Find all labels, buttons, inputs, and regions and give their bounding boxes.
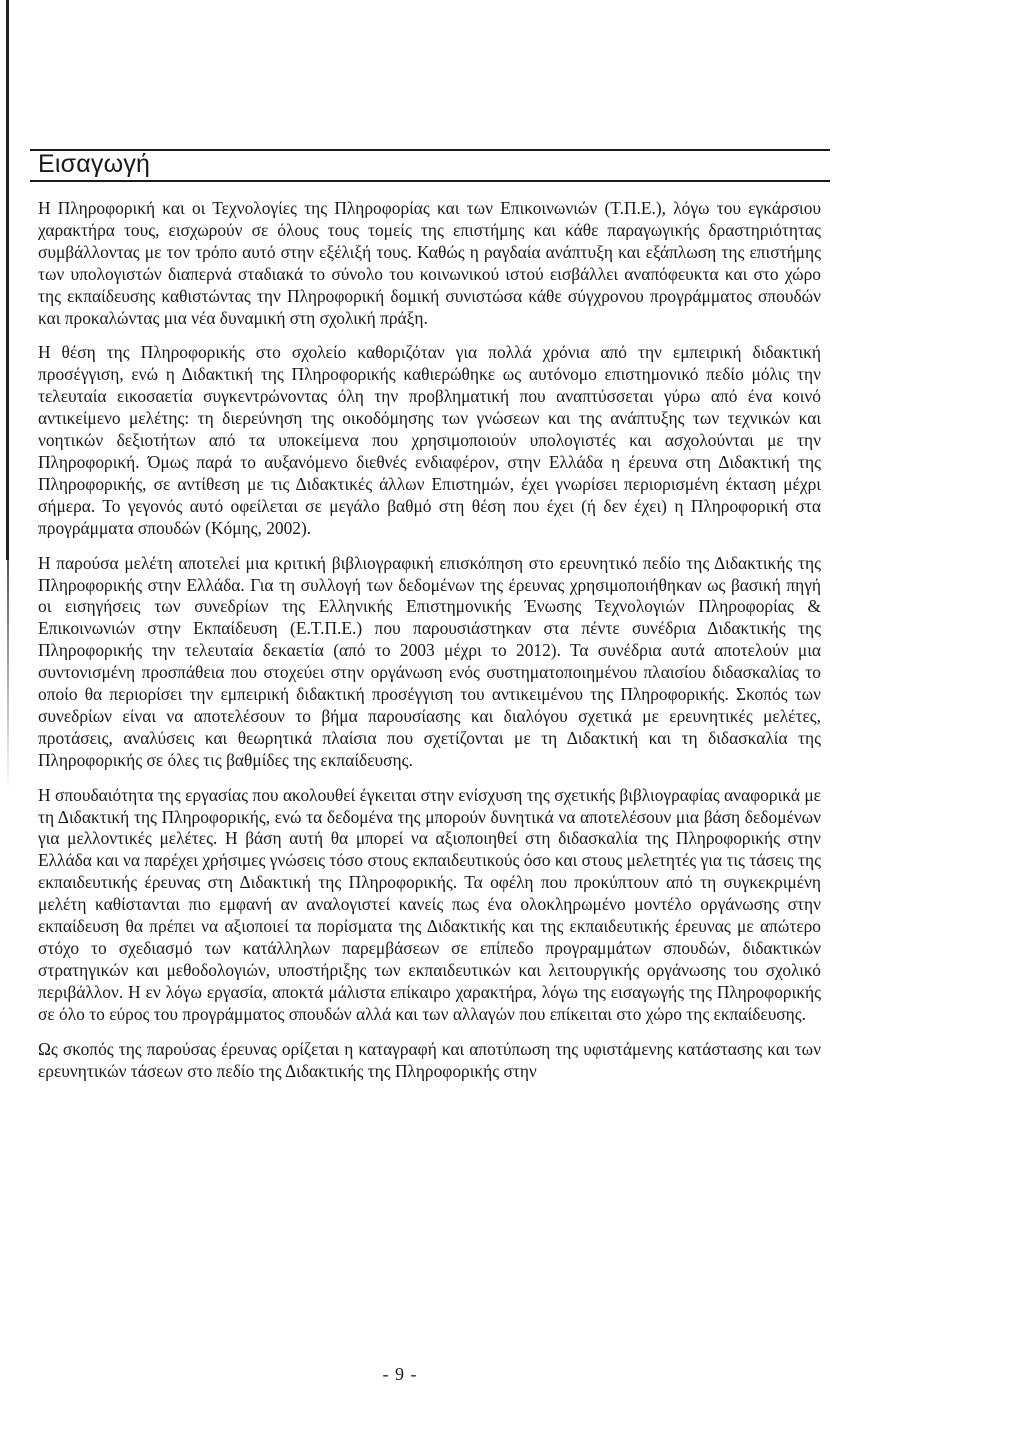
paragraph-1: Η Πληροφορική και οι Τεχνολογίες της Πληροφορίας και των Επικοινωνιών (Τ.Π.Ε.), λόγω του εγκάρσιου χαρακτήρα τους, εισχωρούν σε όλους τους τομείς της επιστήμης και κάθε παραγωγικής δραστηριότητας συμβάλλοντας με τον τρόπο αυτό στην εξέλιξή τους. Καθώς η ραγδαία ανάπτυξη και εξάπλωση της επιστήμης των υπολογιστών διαπερνά σταδιακά το σύνολο του κοινωνικού ιστού εισβάλλει αναπόφευκτα και στο χώρο της εκπαίδευσης καθιστώντας την Πληροφορική δομική συνιστώσα κάθε σύγχρονου προγράμματος σπουδών και προκαλώντας μια νέα δυναμική στη σχολική πράξη. [38, 198, 821, 328]
section-title: Εισαγωγή [38, 150, 151, 178]
paragraph-5: Ως σκοπός της παρούσας έρευνας ορίζεται η καταγραφή και αποτύπωση της υφιστάμενης κατάστασης και των ερευνητικών τάσεων στο πεδίο της Διδακτικής της Πληροφορικής στην [38, 1038, 821, 1081]
paragraph-4: Η σπουδαιότητα της εργασίας που ακολουθεί έγκειται στην ενίσχυση της σχετικής βιβλιογραφίας αναφορικά με τη Διδακτική της Πληροφορικής, ενώ τα δεδομένα της μπορούν δυνητικά να αποτελέσουν μια βάση δεδομένων για μελλοντικές μελέτες. Η βάση αυτή θα μπορεί να αξιοποιηθεί στη διδασκαλία της Πληροφορικής στην Ελλάδα και να παρέχει χρήσιμες γνώσεις τόσο στους εκπαιδευτικούς όσο και στους μελετητές για τις τάσεις της εκπαιδευτικής έρευνας στη Διδακτική της Πληροφορικής. Τα οφέλη που προκύπτουν από τη συγκεκριμένη μελέτη καθίστανται πιο εμφανή αν αναλογιστεί κανείς πως ένα ολοκληρωμένο μοντέλο οργάνωσης στην εκπαίδευση θα πρέπει να αξιοποιεί τα πορίσματα της Διδακτικής και της εκπαιδευτικής έρευνας με απώτερο στόχο το σχεδιασμό των κατάλληλων παρεμβάσεων σε επίπεδο προγραμμάτων σπουδών, διδακτικών στρατηγικών και μεθοδολογιών, υποστήριξης των εκπαιδευτικών και λειτουργικής οργάνωσης του σχολικό περιβάλλον. Η εν λόγω εργασία, αποκτά μάλιστα επίκαιρο χαρακτήρα, λόγω της εισαγωγής της Πληροφορικής σε όλο το εύρος του προγράμματος σπουδών αλλά και των αλλαγών που επίκειται στο χώρο της εκπαίδευσης. [38, 784, 821, 1024]
page-number: - 9 - [382, 1364, 418, 1384]
scan-edge-shadow-lower [7, 560, 9, 790]
body-text [38, 198, 821, 1095]
paragraph-3: Η παρούσα μελέτη αποτελεί μια κριτική βιβλιογραφική επισκόπηση στο ερευνητικό πεδίο της Διδακτικής της Πληροφορικής στην Ελλάδα. Για τη συλλογή των δεδομένων της έρευνας χρησιμοποιήθηκαν ως βασική πηγή οι εισηγήσεις των συνεδρίων της Ελληνικής Επιστημονικής Ένωσης Τεχνολογιών Πληροφορίας & Επικοινωνιών στην Εκπαίδευση (Ε.Τ.Π.Ε.) που παρουσιάστηκαν στα πέντε συνέδρια Διδακτικής της Πληροφορικής την τελευταία δεκαετία (από το 2003 μέχρι το 2012). Τα συνέδρια αυτά αποτελούν μια συντονισμένη προσπάθεια που στοχεύει στην οργάνωση ενός συστηματοποιημένου πλαισίου διδασκαλίας το οποίο θα περιορίσει την εμπειρική διδακτική προσέγγιση του αντικειμένου της Πληροφορικής. Σκοπός των συνεδρίων είναι να αποτελέσουν το βήμα παρουσίασης και διαλόγου σχετικά με ερευνητικές μελέτες, προτάσεις, αναλύσεις και θεωρητικά πλαίσια που σχετίζονται με τη Διδακτική και τη διδασκαλία της Πληροφορικής σε όλες τις βαθμίδες της εκπαίδευσης. [38, 552, 821, 770]
heading-rule-bottom [30, 180, 830, 182]
scan-edge-shadow [6, 0, 9, 560]
paragraph-2: Η θέση της Πληροφορικής στο σχολείο καθοριζόταν για πολλά χρόνια από την εμπειρική διδακτική προσέγγιση, ενώ η Διδακτική της Πληροφορικής καθιερώθηκε ως αυτόνομο επιστημονικό πεδίο μόλις την τελευταία εικοσαετία συγκεντρώνοντας όλη την προβληματική που αναπτύσσεται γύρω από ένα κοινό αντικείμενο μελέτης: τη διερεύνηση της οικοδόμησης των γνώσεων και της ανάπτυξης των τεχνικών και νοητικών δεξιοτήτων από τα υποκείμενα που χρησιμοποιούν υπολογιστές και ασχολούνται με την Πληροφορική. Όμως παρά το αυξανόμενο διεθνές ενδιαφέρον, στην Ελλάδα η έρευνα στη Διδακτική της Πληροφορικής, σε αντίθεση με τις Διδακτικές άλλων Επιστημών, έχει γνωρίσει περιορισμένη έκταση μέχρι σήμερα. Το γεγονός αυτό οφείλεται σε μεγάλο βαθμό στη θέση που έχει (ή δεν έχει) η Πληροφορική στα προγράμματα σπουδών (Κόμης, 2002). [38, 342, 821, 538]
